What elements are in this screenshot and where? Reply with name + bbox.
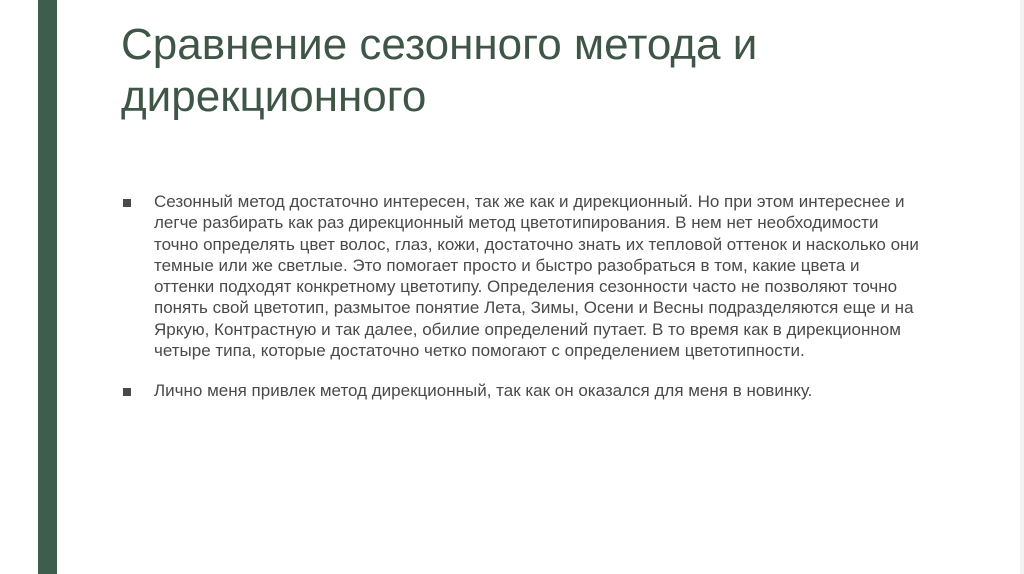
square-bullet-icon bbox=[123, 388, 131, 396]
accent-bar bbox=[38, 0, 57, 574]
slide-title: Сравнение сезонного метода и дирекционного bbox=[121, 20, 758, 121]
square-bullet-icon bbox=[123, 199, 131, 207]
bullet-item bbox=[121, 380, 921, 401]
bullet-text: Сезонный метод достаточно интересен, так же как и дирекционный. Но при этом интереснее и легче разбирать как раз дирекционный метод цветотипирования. В нем нет необходимости точно определять цвет волос, глаз, кожи, достаточно знать их тепловой оттенок и насколько они темные или же светлые. Это помогает просто и быстро разобраться в том, какие цвета и оттенки подходят конкретному цветотипу. Определения сезонности часто не позволяют точно понять свой цветотип, размытое понятие Лета, Зимы, Осени и Весны подразделяются еще и на Яркую, Контрастную и так далее, обилие определений путает. В то время как в дирекционном четыре типа, которые достаточно четко помогают с определением цветотипности. bbox=[154, 192, 919, 361]
bullet-text: Лично меня привлек метод дирекционный, так как он оказался для меня в новинку. bbox=[154, 381, 813, 401]
edge-line bbox=[1020, 0, 1024, 574]
bullet-list bbox=[121, 191, 921, 421]
bullet-item bbox=[121, 191, 921, 361]
